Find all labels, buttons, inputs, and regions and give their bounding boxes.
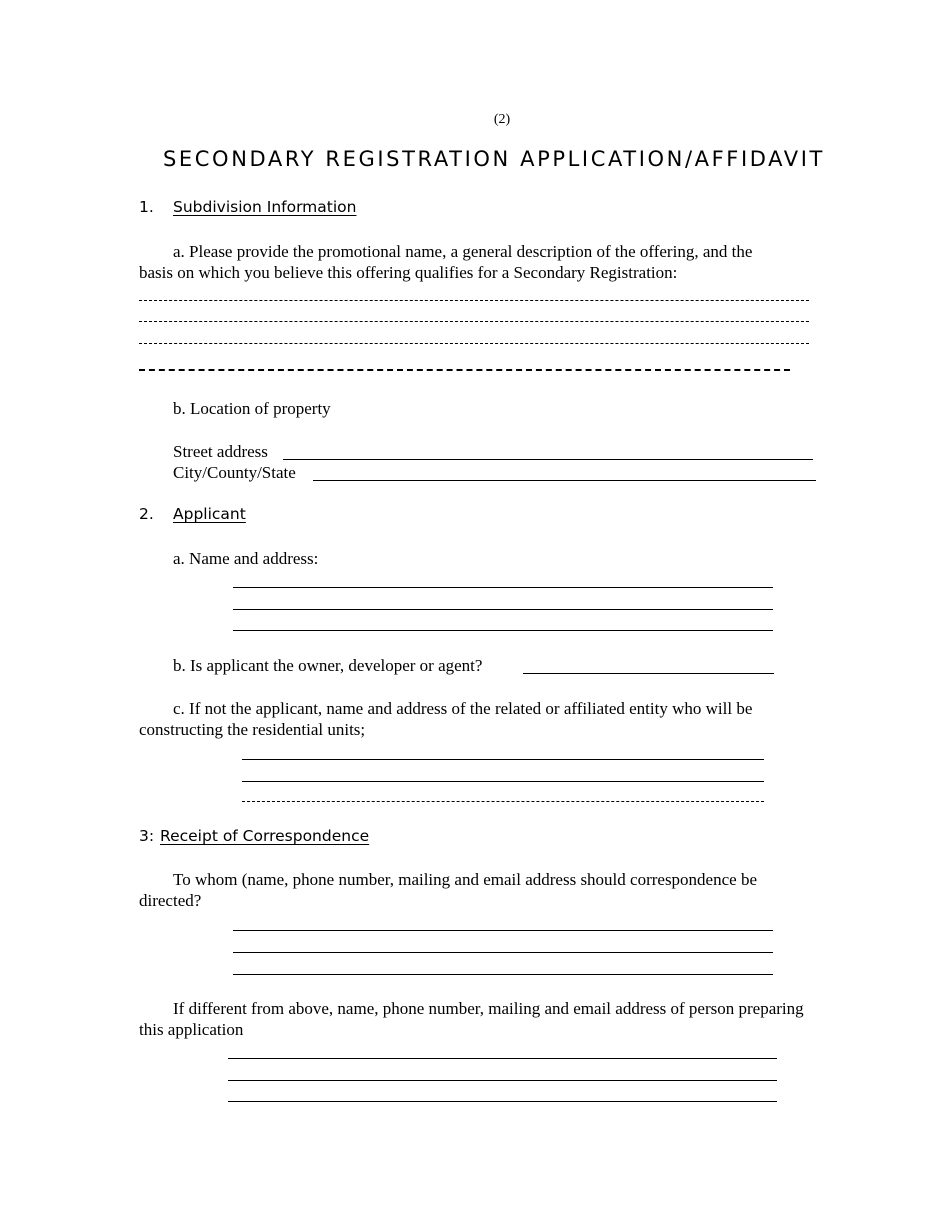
- section-3-number: 3:: [139, 827, 155, 845]
- applicant-name-line-1[interactable]: [233, 587, 773, 588]
- page-title: SECONDARY REGISTRATION APPLICATION/AFFIDAVIT: [163, 147, 825, 171]
- affiliate-line-1[interactable]: [242, 759, 764, 760]
- correspondence-line-1[interactable]: [233, 930, 773, 931]
- applicant-name-line-3[interactable]: [233, 630, 773, 631]
- section-1a-text-line2: basis on which you believe this offering qualifies for a Secondary Registration:: [139, 263, 678, 282]
- city-county-state-label: City/County/State: [173, 463, 296, 482]
- city-county-state-field[interactable]: [313, 480, 816, 481]
- street-address-field[interactable]: [283, 459, 813, 460]
- section-3-q2-line1: If different from above, name, phone number, mailing and email address of person preparing: [173, 999, 804, 1018]
- correspondence-line-3[interactable]: [233, 974, 773, 975]
- section-3-q2-line2: this application: [139, 1020, 244, 1039]
- section-2a-label: a. Name and address:: [173, 549, 319, 568]
- affiliate-line-3[interactable]: [242, 801, 764, 802]
- section-3-q1-line1: To whom (name, phone number, mailing and email address should correspondence be: [173, 870, 757, 889]
- section-1a-text-line1: a. Please provide the promotional name, a general description of the offering, and the: [173, 242, 753, 261]
- description-line-4[interactable]: [139, 369, 790, 371]
- description-line-3[interactable]: [139, 343, 809, 344]
- page-number: (2): [493, 112, 511, 127]
- section-1b-label: b. Location of property: [173, 399, 331, 418]
- preparer-line-3[interactable]: [228, 1101, 777, 1102]
- section-3-q1-line2: directed?: [139, 891, 202, 910]
- section-3-heading: Receipt of Correspondence: [160, 827, 370, 845]
- applicant-role-field[interactable]: [523, 673, 774, 674]
- applicant-name-line-2[interactable]: [233, 609, 773, 610]
- section-2c-text-line2: constructing the residential units;: [139, 720, 366, 739]
- street-address-label: Street address: [173, 442, 268, 461]
- section-1-number: 1.: [139, 198, 154, 216]
- description-line-1[interactable]: [139, 300, 809, 301]
- preparer-line-1[interactable]: [228, 1058, 777, 1059]
- section-2-number: 2.: [139, 505, 154, 523]
- section-2b-label: b. Is applicant the owner, developer or agent?: [173, 656, 483, 675]
- correspondence-line-2[interactable]: [233, 952, 773, 953]
- section-2-heading: Applicant: [173, 505, 246, 523]
- description-line-2[interactable]: [139, 321, 809, 322]
- affiliate-line-2[interactable]: [242, 781, 764, 782]
- section-1-heading: Subdivision Information: [173, 198, 357, 216]
- preparer-line-2[interactable]: [228, 1080, 777, 1081]
- section-2c-text-line1: c. If not the applicant, name and address of the related or affiliated entity who will be: [173, 699, 753, 718]
